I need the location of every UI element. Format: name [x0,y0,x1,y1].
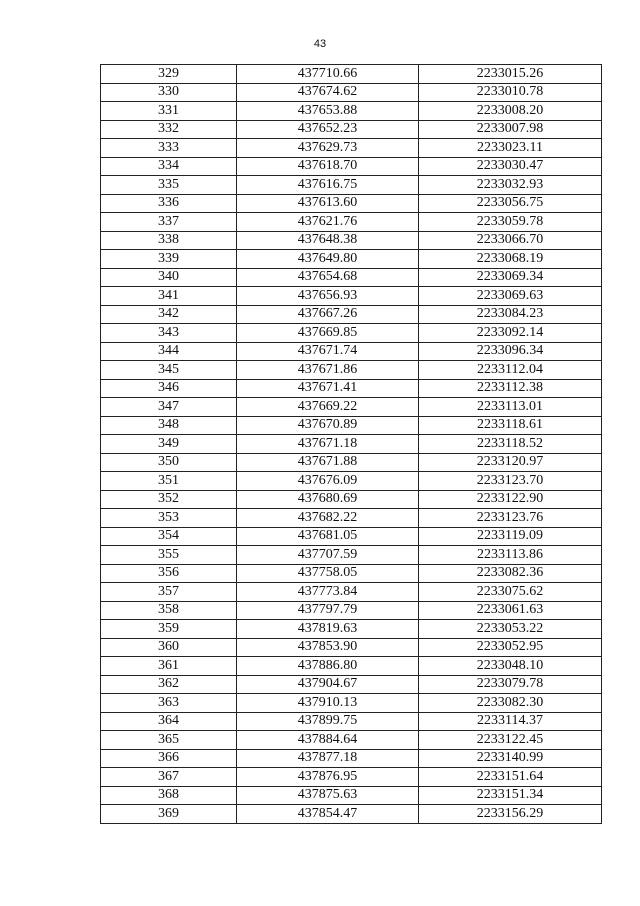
table-row [101,435,602,454]
y-coordinate-cell: 2233151.34 [419,786,602,805]
x-coordinate-cell: 437656.93 [237,287,419,306]
x-coordinate-cell: 437649.80 [237,250,419,269]
point-number-cell: 340 [101,268,237,287]
y-coordinate-cell: 2233120.97 [419,453,602,472]
point-number-cell: 332 [101,120,237,139]
point-number-cell: 345 [101,361,237,380]
y-coordinate-cell: 2233082.30 [419,694,602,713]
x-coordinate-cell: 437670.89 [237,416,419,435]
point-number-cell: 367 [101,768,237,787]
table-row [101,786,602,805]
x-coordinate-cell: 437904.67 [237,675,419,694]
table-row [101,398,602,417]
coordinates-table-body [101,65,602,824]
point-number-cell: 346 [101,379,237,398]
y-coordinate-cell: 2233092.14 [419,324,602,343]
table-row [101,712,602,731]
y-coordinate-cell: 2233075.62 [419,583,602,602]
point-number-cell: 369 [101,805,237,824]
y-coordinate-cell: 2233118.61 [419,416,602,435]
x-coordinate-cell: 437671.86 [237,361,419,380]
table-row [101,361,602,380]
x-coordinate-cell: 437616.75 [237,176,419,195]
point-number-cell: 354 [101,527,237,546]
point-number-cell: 360 [101,638,237,657]
y-coordinate-cell: 2233122.90 [419,490,602,509]
point-number-cell: 335 [101,176,237,195]
table-row [101,268,602,287]
point-number-cell: 358 [101,601,237,620]
table-row [101,416,602,435]
point-number-cell: 365 [101,731,237,750]
point-number-cell: 329 [101,65,237,84]
y-coordinate-cell: 2233122.45 [419,731,602,750]
table-row [101,805,602,824]
page-number: 43 [313,38,327,50]
y-coordinate-cell: 2233140.99 [419,749,602,768]
point-number-cell: 363 [101,694,237,713]
table-row [101,194,602,213]
y-coordinate-cell: 2233066.70 [419,231,602,250]
point-number-cell: 368 [101,786,237,805]
coordinates-table [100,64,602,824]
y-coordinate-cell: 2233084.23 [419,305,602,324]
y-coordinate-cell: 2233008.20 [419,102,602,121]
y-coordinate-cell: 2233096.34 [419,342,602,361]
table-row [101,102,602,121]
y-coordinate-cell: 2233079.78 [419,675,602,694]
y-coordinate-cell: 2233059.78 [419,213,602,232]
y-coordinate-cell: 2233151.64 [419,768,602,787]
table-row [101,176,602,195]
table-row [101,527,602,546]
table-row [101,472,602,491]
table-row [101,139,602,158]
x-coordinate-cell: 437674.62 [237,83,419,102]
table-row [101,305,602,324]
x-coordinate-cell: 437876.95 [237,768,419,787]
y-coordinate-cell: 2233023.11 [419,139,602,158]
table-row [101,83,602,102]
table-row [101,601,602,620]
table-row [101,490,602,509]
point-number-cell: 334 [101,157,237,176]
point-number-cell: 353 [101,509,237,528]
point-number-cell: 366 [101,749,237,768]
y-coordinate-cell: 2233030.47 [419,157,602,176]
x-coordinate-cell: 437671.74 [237,342,419,361]
x-coordinate-cell: 437618.70 [237,157,419,176]
table-row [101,157,602,176]
y-coordinate-cell: 2233069.34 [419,268,602,287]
x-coordinate-cell: 437667.26 [237,305,419,324]
point-number-cell: 330 [101,83,237,102]
y-coordinate-cell: 2233053.22 [419,620,602,639]
x-coordinate-cell: 437710.66 [237,65,419,84]
point-number-cell: 352 [101,490,237,509]
y-coordinate-cell: 2233156.29 [419,805,602,824]
table-row [101,324,602,343]
y-coordinate-cell: 2233123.76 [419,509,602,528]
x-coordinate-cell: 437886.80 [237,657,419,676]
point-number-cell: 336 [101,194,237,213]
y-coordinate-cell: 2233118.52 [419,435,602,454]
y-coordinate-cell: 2233052.95 [419,638,602,657]
y-coordinate-cell: 2233113.86 [419,546,602,565]
y-coordinate-cell: 2233048.10 [419,657,602,676]
x-coordinate-cell: 437671.88 [237,453,419,472]
x-coordinate-cell: 437910.13 [237,694,419,713]
point-number-cell: 343 [101,324,237,343]
x-coordinate-cell: 437875.63 [237,786,419,805]
y-coordinate-cell: 2233032.93 [419,176,602,195]
x-coordinate-cell: 437676.09 [237,472,419,491]
y-coordinate-cell: 2233123.70 [419,472,602,491]
x-coordinate-cell: 437853.90 [237,638,419,657]
y-coordinate-cell: 2233007.98 [419,120,602,139]
point-number-cell: 348 [101,416,237,435]
x-coordinate-cell: 437654.68 [237,268,419,287]
x-coordinate-cell: 437671.41 [237,379,419,398]
table-row [101,287,602,306]
table-row [101,546,602,565]
y-coordinate-cell: 2233069.63 [419,287,602,306]
y-coordinate-cell: 2233114.37 [419,712,602,731]
x-coordinate-cell: 437797.79 [237,601,419,620]
x-coordinate-cell: 437669.85 [237,324,419,343]
point-number-cell: 341 [101,287,237,306]
point-number-cell: 339 [101,250,237,269]
x-coordinate-cell: 437680.69 [237,490,419,509]
y-coordinate-cell: 2233112.38 [419,379,602,398]
x-coordinate-cell: 437629.73 [237,139,419,158]
point-number-cell: 347 [101,398,237,417]
point-number-cell: 350 [101,453,237,472]
table-row [101,453,602,472]
x-coordinate-cell: 437773.84 [237,583,419,602]
x-coordinate-cell: 437621.76 [237,213,419,232]
x-coordinate-cell: 437613.60 [237,194,419,213]
point-number-cell: 344 [101,342,237,361]
y-coordinate-cell: 2233010.78 [419,83,602,102]
point-number-cell: 364 [101,712,237,731]
x-coordinate-cell: 437819.63 [237,620,419,639]
table-row [101,231,602,250]
table-row [101,749,602,768]
point-number-cell: 356 [101,564,237,583]
x-coordinate-cell: 437648.38 [237,231,419,250]
table-row [101,638,602,657]
x-coordinate-cell: 437682.22 [237,509,419,528]
table-row [101,620,602,639]
x-coordinate-cell: 437653.88 [237,102,419,121]
x-coordinate-cell: 437884.64 [237,731,419,750]
y-coordinate-cell: 2233068.19 [419,250,602,269]
table-row [101,379,602,398]
table-row [101,583,602,602]
point-number-cell: 349 [101,435,237,454]
point-number-cell: 338 [101,231,237,250]
table-row [101,694,602,713]
x-coordinate-cell: 437899.75 [237,712,419,731]
point-number-cell: 362 [101,675,237,694]
point-number-cell: 351 [101,472,237,491]
x-coordinate-cell: 437877.18 [237,749,419,768]
table-row [101,342,602,361]
y-coordinate-cell: 2233061.63 [419,601,602,620]
table-row [101,509,602,528]
point-number-cell: 342 [101,305,237,324]
table-row [101,120,602,139]
table-row [101,731,602,750]
table-row [101,213,602,232]
point-number-cell: 361 [101,657,237,676]
table-row [101,657,602,676]
y-coordinate-cell: 2233056.75 [419,194,602,213]
y-coordinate-cell: 2233112.04 [419,361,602,380]
x-coordinate-cell: 437681.05 [237,527,419,546]
x-coordinate-cell: 437758.05 [237,564,419,583]
table-row [101,250,602,269]
y-coordinate-cell: 2233113.01 [419,398,602,417]
point-number-cell: 355 [101,546,237,565]
y-coordinate-cell: 2233015.26 [419,65,602,84]
point-number-cell: 337 [101,213,237,232]
x-coordinate-cell: 437671.18 [237,435,419,454]
y-coordinate-cell: 2233119.09 [419,527,602,546]
x-coordinate-cell: 437669.22 [237,398,419,417]
point-number-cell: 331 [101,102,237,121]
table-row [101,564,602,583]
x-coordinate-cell: 437854.47 [237,805,419,824]
table-row [101,768,602,787]
point-number-cell: 357 [101,583,237,602]
point-number-cell: 359 [101,620,237,639]
point-number-cell: 333 [101,139,237,158]
x-coordinate-cell: 437652.23 [237,120,419,139]
table-row [101,65,602,84]
x-coordinate-cell: 437707.59 [237,546,419,565]
y-coordinate-cell: 2233082.36 [419,564,602,583]
table-row [101,675,602,694]
